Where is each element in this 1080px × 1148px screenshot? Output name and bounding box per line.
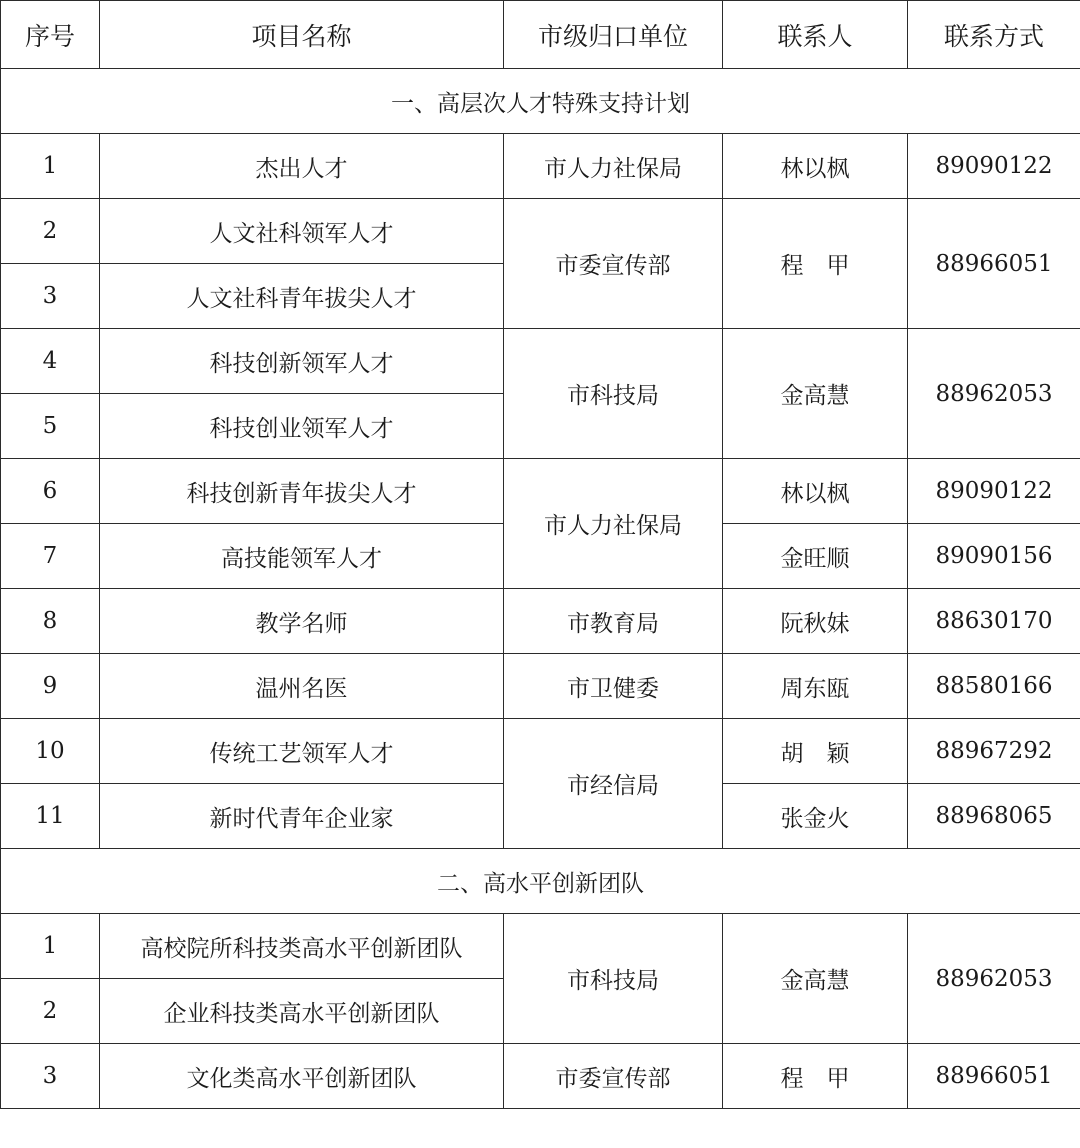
table-row: [1, 914, 1080, 979]
table-row: [1, 134, 1080, 199]
project-name-cell: 杰出人才: [100, 134, 504, 199]
unit-cell: 市教育局: [504, 589, 723, 654]
contact-cell: 程 甲: [723, 199, 908, 329]
table-row: [1, 199, 1080, 264]
project-name-cell: 人文社科青年拔尖人才: [100, 264, 504, 329]
section-row: [1, 849, 1080, 914]
phone-cell: 89090122: [908, 134, 1080, 199]
project-name-cell: 高校院所科技类高水平创新团队: [100, 914, 504, 979]
table-row: [1, 654, 1080, 719]
table-row: [1, 329, 1080, 394]
project-name-cell: 传统工艺领军人才: [100, 719, 504, 784]
table-header-row: [1, 1, 1080, 69]
unit-cell: 市委宣传部: [504, 199, 723, 329]
seq-cell: 3: [1, 264, 100, 329]
section-row: [1, 69, 1080, 134]
contact-cell: 金高慧: [723, 329, 908, 459]
project-name-cell: 科技创业领军人才: [100, 394, 504, 459]
project-name-cell: 科技创新青年拔尖人才: [100, 459, 504, 524]
contact-cell: 周东瓯: [723, 654, 908, 719]
project-name-cell: 新时代青年企业家: [100, 784, 504, 849]
seq-cell: 9: [1, 654, 100, 719]
seq-cell: 4: [1, 329, 100, 394]
seq-cell: 1: [1, 134, 100, 199]
project-name-cell: 教学名师: [100, 589, 504, 654]
contact-cell: 金旺顺: [723, 524, 908, 589]
seq-cell: 2: [1, 199, 100, 264]
seq-cell: 8: [1, 589, 100, 654]
phone-cell: 88630170: [908, 589, 1080, 654]
contact-cell: 阮秋妹: [723, 589, 908, 654]
phone-cell: 88962053: [908, 914, 1080, 1044]
project-name-cell: 高技能领军人才: [100, 524, 504, 589]
seq-cell: 11: [1, 784, 100, 849]
header-project-name: 项目名称: [100, 1, 504, 69]
project-name-cell: 温州名医: [100, 654, 504, 719]
seq-cell: 2: [1, 979, 100, 1044]
table-row: [1, 589, 1080, 654]
section-title: 一、高层次人才特殊支持计划: [1, 69, 1080, 134]
seq-cell: 6: [1, 459, 100, 524]
seq-cell: 10: [1, 719, 100, 784]
unit-cell: 市科技局: [504, 914, 723, 1044]
phone-cell: 88580166: [908, 654, 1080, 719]
table-row: [1, 459, 1080, 524]
phone-cell: 88962053: [908, 329, 1080, 459]
unit-cell: 市科技局: [504, 329, 723, 459]
contact-cell: 林以枫: [723, 459, 908, 524]
contact-cell: 林以枫: [723, 134, 908, 199]
unit-cell: 市委宣传部: [504, 1044, 723, 1109]
contact-cell: 张金火: [723, 784, 908, 849]
seq-cell: 7: [1, 524, 100, 589]
section-title: 二、高水平创新团队: [1, 849, 1080, 914]
phone-cell: 88967292: [908, 719, 1080, 784]
unit-cell: 市卫健委: [504, 654, 723, 719]
phone-cell: 89090122: [908, 459, 1080, 524]
header-phone: 联系方式: [908, 1, 1080, 69]
contact-cell: 程 甲: [723, 1044, 908, 1109]
seq-cell: 1: [1, 914, 100, 979]
project-name-cell: 企业科技类高水平创新团队: [100, 979, 504, 1044]
header-contact: 联系人: [723, 1, 908, 69]
project-name-cell: 人文社科领军人才: [100, 199, 504, 264]
table-row: [1, 719, 1080, 784]
header-unit: 市级归口单位: [504, 1, 723, 69]
project-name-cell: 科技创新领军人才: [100, 329, 504, 394]
contact-cell: 金高慧: [723, 914, 908, 1044]
contact-cell: 胡 颖: [723, 719, 908, 784]
phone-cell: 88966051: [908, 199, 1080, 329]
phone-cell: 88966051: [908, 1044, 1080, 1109]
seq-cell: 5: [1, 394, 100, 459]
unit-cell: 市经信局: [504, 719, 723, 849]
unit-cell: 市人力社保局: [504, 459, 723, 589]
project-name-cell: 文化类高水平创新团队: [100, 1044, 504, 1109]
unit-cell: 市人力社保局: [504, 134, 723, 199]
seq-cell: 3: [1, 1044, 100, 1109]
phone-cell: 89090156: [908, 524, 1080, 589]
header-seq: 序号: [1, 1, 100, 69]
table-row: [1, 1044, 1080, 1109]
phone-cell: 88968065: [908, 784, 1080, 849]
